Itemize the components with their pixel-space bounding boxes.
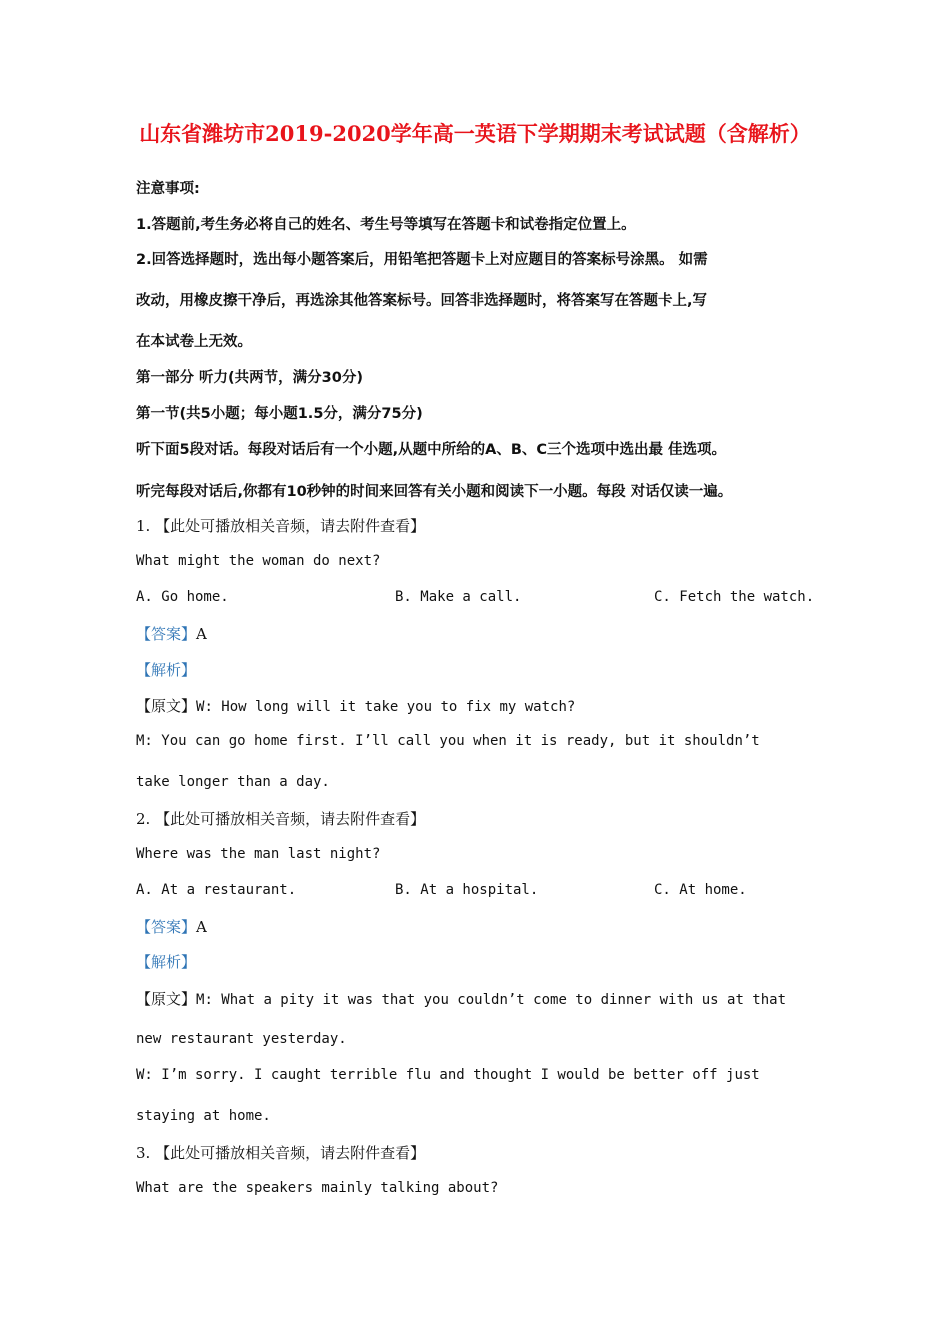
- question-1-analysis-label: 【解析】: [136, 661, 197, 679]
- question-2-option-c: C. At home.: [654, 882, 747, 898]
- question-2-original-line-2: new restaurant yesterday.: [136, 1031, 347, 1047]
- part1-heading: 第一部分 听力(共两节，满分30分): [136, 370, 363, 386]
- question-number: 1.: [136, 517, 151, 535]
- question-1-option-c: C. Fetch the watch.: [654, 589, 815, 605]
- question-1-original-line-2: M: You can go home first. I’ll call you when it is ready, but it shouldn’t: [136, 733, 760, 749]
- audio-note: 【此处可播放相关音频，请去附件查看】: [155, 517, 426, 535]
- question-2-option-b: B. At a hospital.: [395, 882, 539, 898]
- notice-item-1: 1.答题前,考生务必将自己的姓名、考生号等填写在答题卡和试卷指定位置上。: [136, 217, 636, 233]
- notice-item-2-line-3: 在本试卷上无效。: [136, 334, 252, 350]
- question-number: 3.: [136, 1144, 151, 1162]
- answer-label: 【答案】: [136, 918, 197, 936]
- notice-item-2-line-1: 2.回答选择题时，选出每小题答案后，用铅笔把答题卡上对应题目的答案标号涂黑。 如需: [136, 252, 708, 268]
- question-1-original-line-3: take longer than a day.: [136, 774, 330, 790]
- question-2-original-line-3: W: I’m sorry. I caught terrible flu and thought I would be better off just: [136, 1067, 760, 1083]
- question-1-answer: [136, 623, 207, 644]
- notice-item-2-line-2: 改动，用橡皮擦干净后，再选涂其他答案标号。回答非选择题时，将答案写在答题卡上,写: [136, 293, 708, 309]
- question-2-option-a: A. At a restaurant.: [136, 882, 297, 898]
- question-2-original-line-1: [136, 988, 786, 1009]
- original-label: 【原文】: [136, 990, 197, 1008]
- question-2-text: Where was the man last night?: [136, 846, 381, 862]
- answer-value: A: [196, 918, 207, 936]
- question-1-text: What might the woman do next?: [136, 553, 381, 569]
- question-number: 2.: [136, 810, 151, 828]
- question-1-option-a: A. Go home.: [136, 589, 229, 605]
- question-2-original-line-4: staying at home.: [136, 1108, 271, 1124]
- question-2-analysis-label: 【解析】: [136, 953, 197, 971]
- question-2-answer: [136, 916, 207, 937]
- question-1-original-line-1: [136, 695, 575, 716]
- original-text: M: What a pity it was that you couldn’t come to dinner with us at that: [196, 992, 787, 1008]
- question-1-audio: [136, 515, 425, 536]
- question-3-audio: [136, 1142, 425, 1163]
- audio-note: 【此处可播放相关音频，请去附件查看】: [155, 1144, 426, 1162]
- answer-value: A: [196, 625, 207, 643]
- original-label: 【原文】: [136, 697, 197, 715]
- instruction-line-1: 听下面5段对话。每段对话后有一个小题,从题中所给的A、B、C三个选项中选出最 佳选项。: [136, 442, 727, 458]
- section1-heading: 第一节(共5小题；每小题1.5分，满分75分): [136, 406, 423, 422]
- question-2-audio: [136, 808, 425, 829]
- instruction-line-2: 听完每段对话后,你都有10秒钟的时间来回答有关小题和阅读下一小题。每段 对话仅读一遍。: [136, 484, 733, 500]
- notice-heading: 注意事项:: [136, 181, 200, 197]
- question-3-text: What are the speakers mainly talking about?: [136, 1180, 499, 1196]
- original-text: W: How long will it take you to fix my watch?: [196, 699, 576, 715]
- audio-note: 【此处可播放相关音频，请去附件查看】: [155, 810, 426, 828]
- answer-label: 【答案】: [136, 625, 197, 643]
- document-title: 山东省潍坊市2019-2020学年高一英语下学期期末考试试题（含解析）: [139, 121, 811, 146]
- question-1-option-b: B. Make a call.: [395, 589, 522, 605]
